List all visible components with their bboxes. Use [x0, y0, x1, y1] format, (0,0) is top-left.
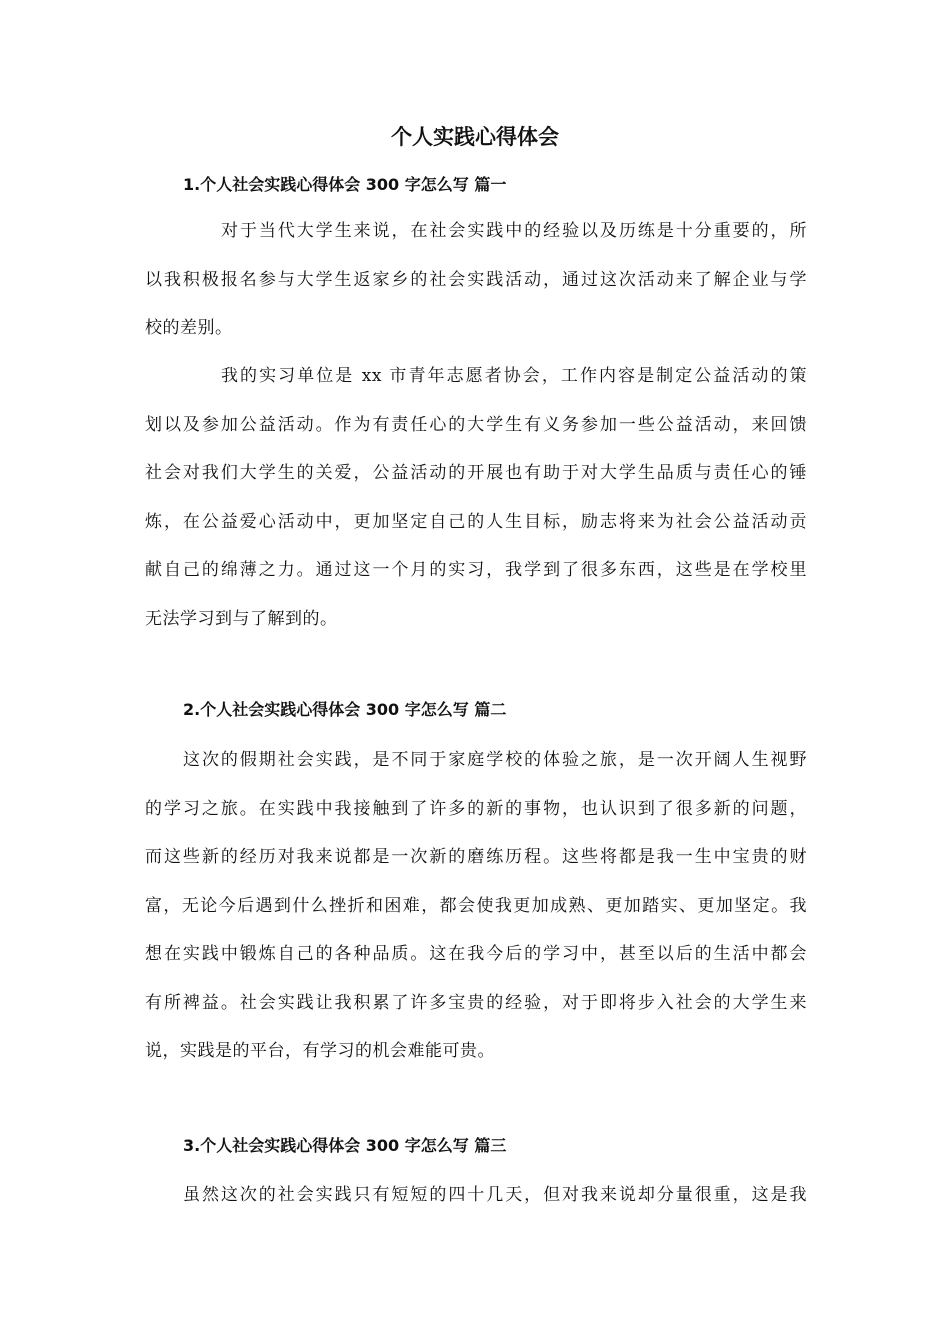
text-line: 献自己的绵薄之力。通过这一个月的实习，我学到了很多东西，这些是在学校里	[145, 560, 807, 580]
text-line: 有所裨益。社会实践让我积累了许多宝贵的经验，对于即将步入社会的大学生来	[145, 992, 807, 1013]
document-title: 个人实践心得体会	[391, 124, 559, 149]
section-1-paragraph-1	[145, 207, 807, 353]
text-line: 以我积极报名参与大学生返家乡的社会实践活动，通过这次活动来了解企业与学	[145, 269, 807, 290]
text-line: 划以及参加公益活动。作为有责任心的大学生有义务参加一些公益活动，来回馈	[145, 414, 807, 435]
text-line: 无法学习到与了解到的。	[145, 608, 338, 629]
text-line: 校的差别。	[145, 318, 233, 338]
section-heading-2: 2.个人社会实践心得体会 300 字怎么写 篇二	[183, 700, 507, 719]
section-heading-1: 1.个人社会实践心得体会 300 字怎么写 篇一	[183, 175, 507, 194]
text-line: 富，无论今后遇到什么挫折和困难，都会使我更加成熟、更加踏实、更加坚定。我	[145, 895, 807, 916]
text-line: 想在实践中锻炼自己的各种品质。这在我今后的学习中，甚至以后的生活中都会	[145, 944, 807, 964]
section-2-paragraph-1	[145, 736, 807, 1076]
text-line: 的学习之旅。在实践中我接触到了许多的新的事物，也认识到了很多新的问题，	[145, 798, 807, 819]
section-heading-3: 3.个人社会实践心得体会 300 字怎么写 篇三	[183, 1136, 507, 1155]
text-line: 这次的假期社会实践，是不同于家庭学校的体验之旅，是一次开阔人生视野	[183, 750, 807, 770]
section-1-paragraph-2	[145, 352, 807, 643]
section-3-paragraph-1	[145, 1171, 807, 1220]
text-line: 而这些新的经历对我来说都是一次新的磨练历程。这些将都是我一生中宝贵的财	[145, 847, 807, 867]
text-line: 虽然这次的社会实践只有短短的四十几天，但对我来说却分量很重，这是我	[183, 1185, 807, 1205]
text-line: 炼，在公益爱心活动中，更加坚定自己的人生目标，励志将来为社会公益活动贡	[145, 511, 807, 532]
text-line: 对于当代大学生来说，在社会实践中的经验以及历练是十分重要的，所	[221, 221, 807, 241]
text-line: 说，实践是的平台，有学习的机会难能可贵。	[145, 1041, 495, 1061]
text-line: 社会对我们大学生的关爱，公益活动的开展也有助于对大学生品质与责任心的锤	[145, 463, 807, 483]
text-line: 我的实习单位是 xx 市青年志愿者协会，工作内容是制定公益活动的策	[221, 366, 807, 386]
